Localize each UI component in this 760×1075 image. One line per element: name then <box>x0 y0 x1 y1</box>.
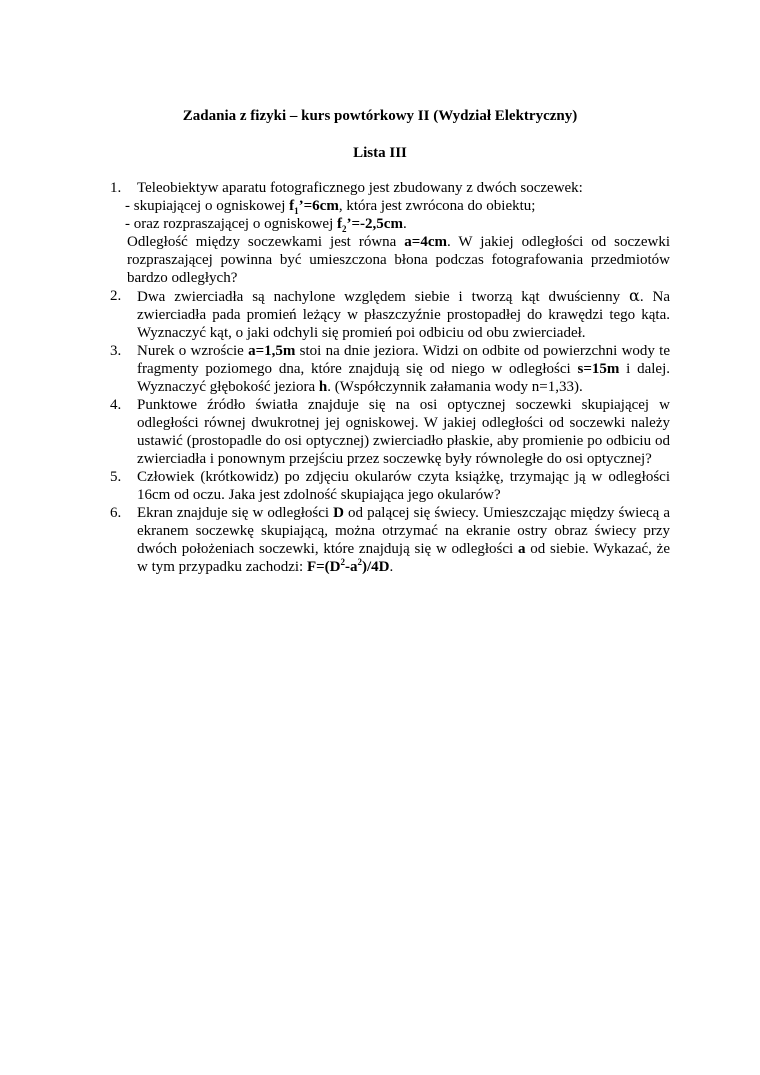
task-1-lens-1: - skupiającej o ogniskowej $f_1’=6cm$, która jest zwrócona do obiektu; <box>125 198 536 216</box>
task-list <box>110 179 670 576</box>
document-title: Zadania z fizyki – kurs powtórkowy II (Wydział Elektryczny) <box>182 108 578 124</box>
task-item-1 <box>110 179 670 287</box>
alpha-symbol: α <box>629 286 640 305</box>
task-1-lens-2: - oraz rozpraszającej o ogniskowej $f_2’=-2,5cm$. <box>125 216 407 234</box>
task-number: 5. <box>110 469 122 485</box>
formula: $F=(D^2-a^2)/4D$ <box>306 557 390 575</box>
task-2-text: Dwa zwierciadła są nachylone względem siebie i tworzą kąt dwuścienny α. Na zwierciadła pada promień leżący w płaszczyźnie prostopadłej do krawędzi tego kąta. Wyznaczyć kąt, o jaki odchyli się promień poi odbiciu od obu zwierciadeł. <box>137 286 670 341</box>
task-number: 4. <box>110 397 122 413</box>
task-1-question: Odległość między soczewkami jest równa a=4cm. W jakiej odległości od soczewki rozpraszającej powinna być umieszczona błona podczas fotografowania przedmiotów bardzo odległych? <box>127 234 670 286</box>
task-item-5 <box>110 468 670 504</box>
task-5-text: Człowiek (krótkowidz) po zdjęciu okularów czyta książkę, trzymając ją w odległości 16cm od oczu. Jaka jest zdolność skupiająca jego okularów? <box>137 469 670 503</box>
task-3-text: Nurek o wzroście a=1,5m stoi na dnie jeziora. Widzi on odbite od powierzchni wody te fragmenty poziomego dna, które znajdują się od niego w odległości s=15m i dalej. Wyznaczyć głębokość jeziora h. (Współczynnik załamania wody n=1,33). <box>137 343 670 395</box>
task-item-3 <box>110 342 670 396</box>
task-number: 2. <box>110 288 122 304</box>
task-number: 3. <box>110 343 122 359</box>
task-number: 6. <box>110 505 122 521</box>
task-4-text: Punktowe źródło światła znajduje się na osi optycznej soczewki skupiającej w odległości równej dwukrotnej jej ogniskowej. W jakiej odległości od soczewki należy ustawić (prostopadle do osi optycznej) zwierciadło płaskie, aby promienie po odbiciu od zwierciadła i ponownym przejściu przez soczewkę były równoległe do osi optycznej? <box>137 397 670 467</box>
task-6-text: Ekran znajduje się w odległości D od palącej się świecy. Umieszczając między świecą a ekranem soczewkę skupiającą, można otrzymać na ekranie ostry obraz świecy przy dwóch położeniach soczewki, które znajdują się w odległości a od siebie. Wykazać, że w tym przypadku zachodzi: $F=(D^2-a^2)/4D$. <box>137 505 671 575</box>
task-item-2 <box>110 287 670 342</box>
task-item-4 <box>110 396 670 468</box>
list-title: Lista III <box>353 145 407 161</box>
task-item-6 <box>110 504 670 576</box>
task-1-intro: Teleobiektyw aparatu fotograficznego jest zbudowany z dwóch soczewek: <box>137 180 583 196</box>
task-number: 1. <box>110 180 122 196</box>
